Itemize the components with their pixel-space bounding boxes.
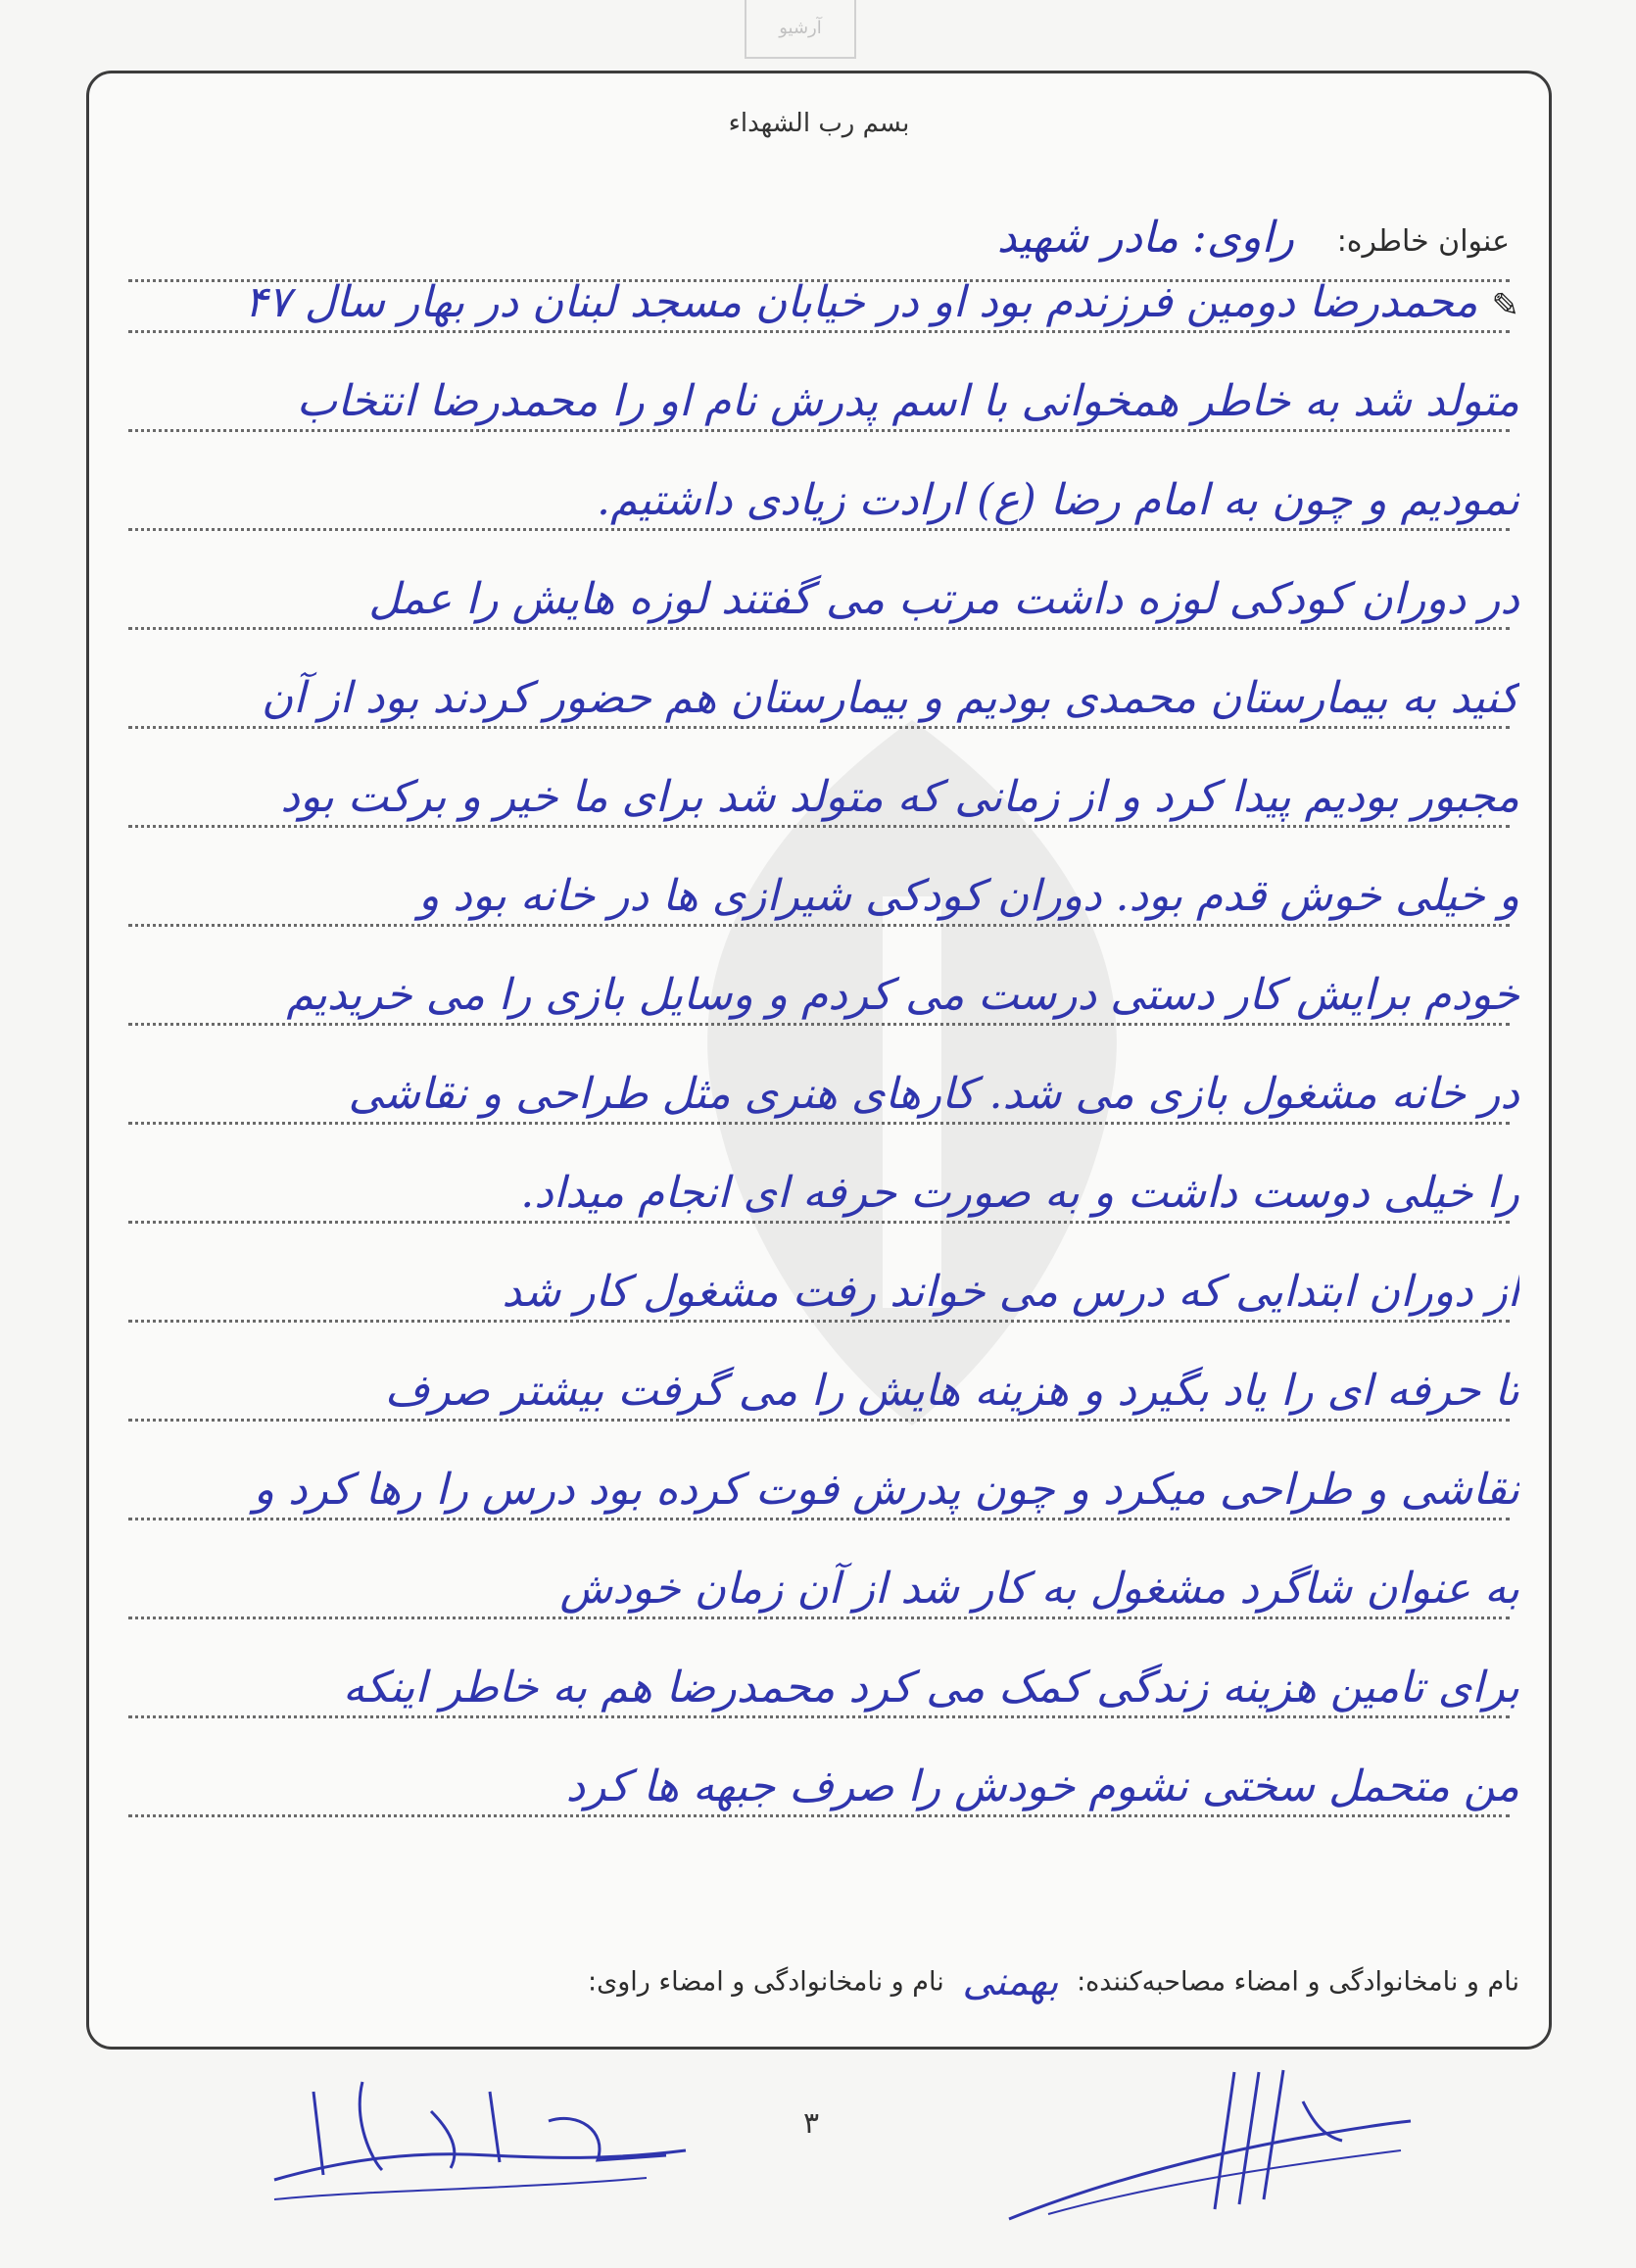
dotted-rule (128, 726, 1510, 729)
memoir-line-text: برای تامین هزینه زندگی کمک می کرد محمدرضا هم به خاطر اینکه (342, 1663, 1519, 1713)
signature-right-icon (989, 2043, 1420, 2239)
basmala-header: بسم رب الشهداء (728, 109, 910, 138)
title-value: راوی: مادر شهید (996, 213, 1294, 263)
memoir-line-text: نمودیم و چون به امام رضا (ع) ارادت زیادی داشتیم. (597, 475, 1519, 525)
memoir-line-text: در دوران کودکی لوزه داشت مرتب می گفتند لوزه هایش را عمل (368, 574, 1519, 624)
memoir-line-text: تا حرفه ای را یاد بگیرد و هزینه هایش را می گرفت بیشتر صرف (384, 1366, 1519, 1416)
memoir-line (119, 1758, 1519, 1816)
signature-left-icon (255, 2052, 705, 2219)
dotted-rule (128, 1320, 1510, 1323)
dotted-rule (128, 1221, 1510, 1224)
memoir-line-text: نقاشی و طراحی میکرد و چون پدرش فوت کرده بود درس را رها کرد و (253, 1465, 1519, 1515)
memoir-line-text: را خیلی دوست داشت و به صورت حرفه ای انجام میداد. (520, 1168, 1519, 1218)
memoir-line-text: و خیلی خوش قدم بود. دوران کودکی شیرازی ها در خانه بود و (418, 871, 1519, 921)
interviewer-name: بهمنی (962, 1959, 1059, 2004)
memoir-line (119, 669, 1519, 728)
dotted-rule (128, 1122, 1510, 1125)
dotted-rule (128, 1715, 1510, 1718)
dotted-rule (128, 1518, 1510, 1520)
memoir-line-text: من متحمل سختی نشوم خودش را صرف جبهه ها کرد (565, 1761, 1519, 1811)
pen-icon: ✎ (1491, 286, 1519, 325)
interviewer-label: نام و نامخانوادگی و امضاء مصاحبه‌کننده: (1077, 1966, 1519, 1998)
memoir-line (119, 1659, 1519, 1717)
dotted-rule (128, 1617, 1510, 1619)
dotted-rule (128, 528, 1510, 531)
memoir-line (119, 1065, 1519, 1124)
memoir-line (119, 570, 1519, 629)
memoir-line-text: از دوران ابتدایی که درس می خواند رفت مشغول کار شد (502, 1267, 1519, 1317)
dotted-rule (128, 1814, 1510, 1817)
memoir-line-text: محمدرضا دومین فرزندم بود او در خیابان مسجد لبنان در بهار سال ۴۷ (244, 277, 1478, 327)
memoir-line (119, 471, 1519, 530)
memoir-line (119, 1164, 1519, 1223)
page-number: ۳ (803, 2106, 820, 2141)
memoir-line-text: در خانه مشغول بازی می شد. کارهای هنری مثل طراحی و نقاشی (348, 1069, 1519, 1119)
narrator-label: نام و نامخانوادگی و امضاء راوی: (588, 1966, 944, 1998)
dotted-rule (128, 429, 1510, 432)
memoir-line-text: به عنوان شاگرد مشغول به کار شد از آن زمان خودش (559, 1564, 1519, 1614)
memoir-form (86, 71, 1552, 2050)
memoir-line (119, 867, 1519, 926)
memoir-line (119, 768, 1519, 827)
title-label: عنوان خاطره: (1336, 224, 1510, 259)
dotted-rule (128, 627, 1510, 630)
dotted-rule (128, 825, 1510, 828)
memoir-line (119, 966, 1519, 1025)
memoir-line-text: خودم برایش کار دستی درست می کردم و وسایل بازی را می خریدیم (286, 970, 1519, 1020)
dotted-rule (128, 1023, 1510, 1026)
memoir-line (119, 372, 1519, 431)
memoir-line-text: کنید به بیمارستان محمدی بودیم و بیمارستان هم حضور کردند بود از آن (261, 673, 1519, 723)
memoir-line (119, 273, 1519, 335)
archive-stamp: آرشیو (745, 0, 856, 59)
dotted-rule (128, 1419, 1510, 1422)
memoir-line (119, 1362, 1519, 1421)
dotted-rule (128, 330, 1510, 333)
dotted-rule (128, 924, 1510, 927)
title-row (148, 211, 1510, 279)
signature-footer (109, 1959, 1519, 2004)
memoir-line (119, 1560, 1519, 1618)
memoir-line (119, 1461, 1519, 1520)
memoir-line-text: مجبور بودیم پیدا کرد و از زمانی که متولد شد برای ما خیر و برکت بود (280, 772, 1519, 822)
memoir-line (119, 1263, 1519, 1322)
memoir-line-text: متولد شد به خاطر همخوانی با اسم پدرش نام او را محمدرضا انتخاب (296, 376, 1519, 426)
